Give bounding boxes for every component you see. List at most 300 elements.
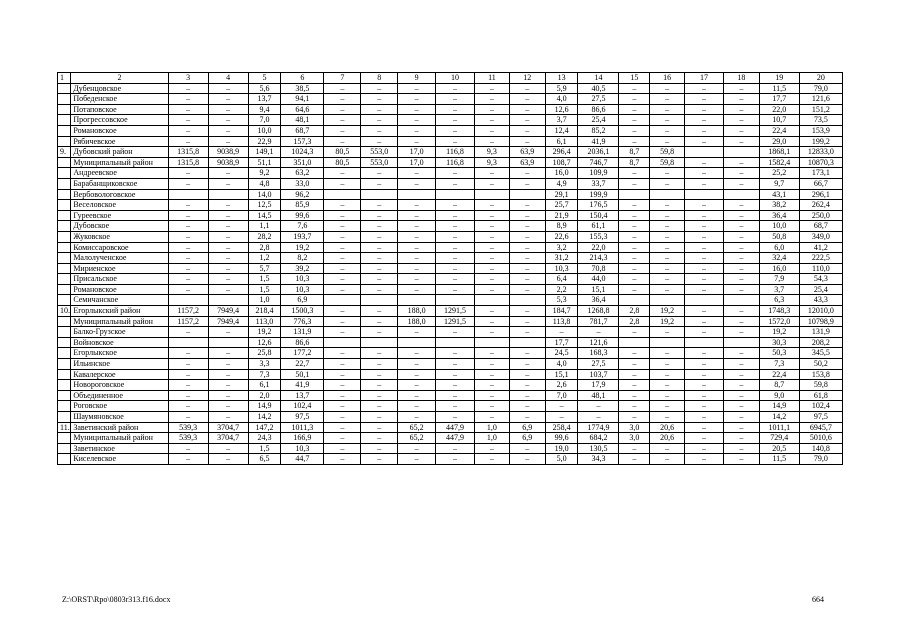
table-cell: 6,4 — [545, 274, 578, 285]
table-cell: 349,0 — [799, 231, 842, 242]
table-cell: 61,1 — [578, 221, 619, 232]
table-cell: 184,7 — [545, 306, 578, 317]
table-cell: – — [619, 263, 650, 274]
table-cell: Объединенное — [71, 390, 168, 401]
table-cell: – — [545, 327, 578, 338]
table-cell: – — [398, 263, 436, 274]
table-cell — [436, 295, 475, 306]
table-cell: – — [685, 454, 724, 465]
table-cell: – — [361, 284, 398, 295]
table-cell: 28,2 — [248, 231, 281, 242]
table-cell: 15,1 — [578, 284, 619, 295]
table-cell: – — [324, 454, 361, 465]
table-cell: – — [361, 221, 398, 232]
table-cell — [324, 189, 361, 200]
table-cell: – — [475, 359, 510, 370]
table-cell: 7,3 — [248, 369, 281, 380]
table-cell: 6,3 — [759, 295, 799, 306]
table-cell: – — [208, 125, 248, 136]
column-header: 16 — [650, 73, 685, 84]
table-cell — [58, 412, 71, 423]
table-cell: 48,1 — [281, 115, 324, 126]
table-cell: – — [398, 327, 436, 338]
table-cell: – — [723, 348, 759, 359]
table-cell: 41,2 — [799, 242, 842, 253]
table-cell: – — [361, 136, 398, 147]
table-cell: 66,7 — [799, 178, 842, 189]
table-cell: 9,3 — [475, 147, 510, 158]
table-cell: – — [208, 348, 248, 359]
table-cell: 345,5 — [799, 348, 842, 359]
table-cell: – — [509, 210, 545, 221]
table-cell: 73,5 — [799, 115, 842, 126]
table-cell: – — [650, 200, 685, 211]
table-cell: – — [619, 327, 650, 338]
table-cell — [58, 168, 71, 179]
table-cell: 25,2 — [759, 168, 799, 179]
table-cell: 1157,2 — [168, 306, 208, 317]
table-cell — [58, 263, 71, 274]
table-cell — [58, 454, 71, 465]
table-cell: – — [208, 359, 248, 370]
table-cell: – — [361, 263, 398, 274]
table-cell: 8,9 — [545, 221, 578, 232]
table-cell — [58, 157, 71, 168]
table-cell: – — [475, 242, 510, 253]
table-cell: – — [509, 200, 545, 211]
table-cell: – — [619, 242, 650, 253]
table-cell: 19,2 — [281, 242, 324, 253]
table-cell: – — [208, 443, 248, 454]
table-cell: – — [168, 284, 208, 295]
table-cell: Дубенцовское — [71, 83, 168, 94]
table-cell: – — [685, 422, 724, 433]
table-cell: – — [398, 104, 436, 115]
table-cell: 3,7 — [759, 284, 799, 295]
table-cell: – — [324, 422, 361, 433]
table-row — [58, 242, 843, 253]
table-cell: 1157,2 — [168, 316, 208, 327]
table-cell: 746,7 — [578, 157, 619, 168]
table-cell: 61,8 — [799, 390, 842, 401]
table-cell: Киселевское — [71, 454, 168, 465]
table-cell: 103,7 — [578, 369, 619, 380]
table-cell: – — [436, 454, 475, 465]
column-header: 6 — [281, 73, 324, 84]
table-cell: Барабанщиковское — [71, 178, 168, 189]
table-cell — [475, 337, 510, 348]
page-number: 664 — [812, 595, 824, 604]
table-cell: – — [168, 443, 208, 454]
table-cell: – — [361, 200, 398, 211]
table-cell: Рябичевское — [71, 136, 168, 147]
table-cell: 6,9 — [509, 433, 545, 444]
column-header: 8 — [361, 73, 398, 84]
table-cell: 151,2 — [799, 104, 842, 115]
table-cell: – — [208, 284, 248, 295]
table-cell: 1500,3 — [281, 306, 324, 317]
table-cell: – — [324, 380, 361, 391]
table-cell: – — [324, 443, 361, 454]
table-cell: – — [361, 178, 398, 189]
table-cell: 31,2 — [545, 253, 578, 264]
table-cell: 12,5 — [248, 200, 281, 211]
table-cell: 63,9 — [509, 157, 545, 168]
table-cell: – — [685, 94, 724, 105]
table-cell: 12010,0 — [799, 306, 842, 317]
table-cell: 38,2 — [759, 200, 799, 211]
column-header: 3 — [168, 73, 208, 84]
table-cell: – — [361, 348, 398, 359]
table-cell: – — [685, 359, 724, 370]
table-cell: 121,6 — [578, 337, 619, 348]
table-cell: – — [361, 125, 398, 136]
table-cell: 1582,4 — [759, 157, 799, 168]
table-cell: – — [545, 401, 578, 412]
table-cell: – — [324, 263, 361, 274]
table-cell: – — [685, 401, 724, 412]
table-cell: – — [685, 348, 724, 359]
table-cell: – — [619, 284, 650, 295]
table-cell: – — [168, 178, 208, 189]
table-row — [58, 422, 843, 433]
table-cell: – — [475, 253, 510, 264]
table-row — [58, 168, 843, 179]
table-cell: 20,5 — [759, 443, 799, 454]
table-cell: – — [475, 454, 510, 465]
table-cell: – — [208, 390, 248, 401]
table-cell: – — [723, 104, 759, 115]
table-cell: 24,5 — [545, 348, 578, 359]
table-cell: 13,7 — [248, 94, 281, 105]
table-cell: – — [723, 136, 759, 147]
table-cell: – — [475, 401, 510, 412]
table-cell — [398, 337, 436, 348]
table-cell: – — [650, 390, 685, 401]
table-cell: Ильинское — [71, 359, 168, 370]
table-cell: – — [619, 454, 650, 465]
table-cell: – — [208, 380, 248, 391]
table-cell: – — [723, 401, 759, 412]
table-cell: – — [509, 443, 545, 454]
table-cell: – — [324, 231, 361, 242]
table-cell: – — [324, 348, 361, 359]
table-cell: 80,5 — [324, 147, 361, 158]
table-cell: 214,3 — [578, 253, 619, 264]
column-header: 7 — [324, 73, 361, 84]
table-cell: 48,1 — [578, 390, 619, 401]
column-header: 12 — [509, 73, 545, 84]
table-cell: 43,3 — [799, 295, 842, 306]
table-cell: 10,0 — [759, 221, 799, 232]
table-cell: – — [509, 263, 545, 274]
table-cell: – — [168, 253, 208, 264]
table-cell: – — [168, 115, 208, 126]
table-cell: – — [436, 125, 475, 136]
table-cell: 262,4 — [799, 200, 842, 211]
table-cell: – — [650, 178, 685, 189]
table-cell: 63,9 — [509, 147, 545, 158]
table-cell: – — [324, 125, 361, 136]
table-row — [58, 115, 843, 126]
table-cell: – — [685, 83, 724, 94]
table-cell: 9,4 — [248, 104, 281, 115]
table-cell: 12,6 — [545, 104, 578, 115]
table-cell: 22,4 — [759, 125, 799, 136]
table-cell: – — [650, 231, 685, 242]
table-cell: – — [509, 242, 545, 253]
table-cell: 50,2 — [799, 359, 842, 370]
table-cell: 176,5 — [578, 200, 619, 211]
table-cell: 1774,9 — [578, 422, 619, 433]
table-cell: 131,9 — [799, 327, 842, 338]
table-cell: 17,7 — [545, 337, 578, 348]
table-cell: 50,3 — [759, 348, 799, 359]
table-cell: – — [509, 115, 545, 126]
table-cell: 199,9 — [578, 189, 619, 200]
table-cell: – — [398, 390, 436, 401]
table-row — [58, 327, 843, 338]
table-cell: Муниципальный район — [71, 316, 168, 327]
table-cell: Заветинское — [71, 443, 168, 454]
table-row — [58, 284, 843, 295]
table-cell — [58, 94, 71, 105]
table-cell: 539,3 — [168, 422, 208, 433]
table-cell: – — [168, 125, 208, 136]
table-cell: – — [324, 115, 361, 126]
table-cell: 79,0 — [799, 454, 842, 465]
table-cell: 2,2 — [545, 284, 578, 295]
table-cell: – — [509, 221, 545, 232]
table-cell: – — [509, 284, 545, 295]
table-cell: – — [509, 231, 545, 242]
table-cell: – — [168, 327, 208, 338]
table-cell: – — [398, 412, 436, 423]
table-cell: – — [168, 390, 208, 401]
table-cell: 2,8 — [619, 316, 650, 327]
table-cell — [58, 125, 71, 136]
table-cell: – — [361, 242, 398, 253]
table-cell: – — [578, 412, 619, 423]
table-cell: 193,7 — [281, 231, 324, 242]
table-cell: 116,8 — [436, 157, 475, 168]
table-cell: Андреевское — [71, 168, 168, 179]
table-cell: – — [723, 284, 759, 295]
table-cell — [324, 337, 361, 348]
table-cell: 99,6 — [281, 210, 324, 221]
table-cell: – — [436, 369, 475, 380]
table-cell — [58, 316, 71, 327]
table-cell: – — [361, 253, 398, 264]
table-cell: 20,6 — [650, 422, 685, 433]
table-cell: – — [723, 115, 759, 126]
table-cell: – — [324, 274, 361, 285]
table-cell: Романовское — [71, 284, 168, 295]
table-cell: – — [324, 412, 361, 423]
table-cell: 1,5 — [248, 443, 281, 454]
table-cell: Романовское — [71, 125, 168, 136]
table-cell: – — [723, 231, 759, 242]
table-cell: 39,2 — [281, 263, 324, 274]
table-cell: 258,4 — [545, 422, 578, 433]
table-cell: – — [398, 359, 436, 370]
table-cell: – — [436, 200, 475, 211]
table-cell: 10,0 — [248, 125, 281, 136]
table-cell: – — [475, 136, 510, 147]
table-cell: – — [650, 221, 685, 232]
table-row — [58, 454, 843, 465]
table-cell — [58, 443, 71, 454]
table-cell: – — [208, 263, 248, 274]
table-cell: – — [324, 104, 361, 115]
table-cell: – — [168, 210, 208, 221]
table-cell: – — [685, 253, 724, 264]
table-cell: 168,3 — [578, 348, 619, 359]
table-cell: 1,1 — [248, 221, 281, 232]
table-row — [58, 433, 843, 444]
table-cell — [58, 200, 71, 211]
table-cell: – — [324, 168, 361, 179]
table-cell: 729,4 — [759, 433, 799, 444]
table-cell: – — [650, 454, 685, 465]
table-cell: – — [619, 94, 650, 105]
table-cell: – — [208, 327, 248, 338]
table-cell: 7,0 — [545, 390, 578, 401]
table-cell: Победенское — [71, 94, 168, 105]
table-cell — [650, 337, 685, 348]
table-cell: – — [398, 242, 436, 253]
table-cell: Веселовское — [71, 200, 168, 211]
table-row — [58, 274, 843, 285]
table-cell: 34,3 — [578, 454, 619, 465]
table-cell: – — [208, 115, 248, 126]
table-cell: – — [509, 401, 545, 412]
table-cell: – — [436, 401, 475, 412]
table-cell: – — [361, 83, 398, 94]
table-cell: 19,2 — [248, 327, 281, 338]
table-cell: 94,1 — [281, 94, 324, 105]
table-cell: 14,9 — [759, 401, 799, 412]
table-cell — [58, 348, 71, 359]
table-cell: – — [723, 168, 759, 179]
table-cell: 11. — [58, 422, 71, 433]
table-cell: – — [723, 263, 759, 274]
table-cell: – — [361, 316, 398, 327]
table-cell: – — [208, 454, 248, 465]
table-cell — [58, 401, 71, 412]
table-cell: 1315,8 — [168, 147, 208, 158]
table-cell: 1315,8 — [168, 157, 208, 168]
table-cell: 4,8 — [248, 178, 281, 189]
table-cell: – — [475, 168, 510, 179]
table-cell: 14,0 — [248, 189, 281, 200]
table-cell — [58, 359, 71, 370]
table-cell: 13,7 — [281, 390, 324, 401]
table-cell: 25,8 — [248, 348, 281, 359]
table-row — [58, 210, 843, 221]
table-cell: – — [685, 231, 724, 242]
table-row — [58, 147, 843, 158]
table-cell: 250,0 — [799, 210, 842, 221]
table-cell: 2,8 — [619, 306, 650, 317]
table-cell: 7949,4 — [208, 306, 248, 317]
table-cell: – — [723, 242, 759, 253]
table-header-row — [58, 73, 843, 84]
table-cell: 6945,7 — [799, 422, 842, 433]
table-cell: – — [723, 94, 759, 105]
table-cell: 8,7 — [619, 157, 650, 168]
table-cell: 17,0 — [398, 157, 436, 168]
table-cell: 8,7 — [759, 380, 799, 391]
table-cell: 36,4 — [578, 295, 619, 306]
table-cell: – — [685, 327, 724, 338]
table-cell: – — [685, 263, 724, 274]
table-row — [58, 178, 843, 189]
table-cell: Шаумяновское — [71, 412, 168, 423]
table-cell: – — [168, 94, 208, 105]
table-cell — [58, 242, 71, 253]
table-cell: 24,3 — [248, 433, 281, 444]
table-cell: – — [509, 306, 545, 317]
table-cell: 68,7 — [799, 221, 842, 232]
table-cell: 80,5 — [324, 157, 361, 168]
table-cell: – — [619, 231, 650, 242]
table-cell: – — [398, 115, 436, 126]
table-row — [58, 200, 843, 211]
column-header: 14 — [578, 73, 619, 84]
table-cell: 113,0 — [248, 316, 281, 327]
table-cell — [436, 337, 475, 348]
table-cell: 22,9 — [248, 136, 281, 147]
table-cell: Мириенское — [71, 263, 168, 274]
table-cell: – — [398, 221, 436, 232]
table-cell: – — [436, 168, 475, 179]
table-cell: – — [545, 412, 578, 423]
table-cell: 1748,3 — [759, 306, 799, 317]
table-cell: 781,7 — [578, 316, 619, 327]
table-cell: Прогрессовское — [71, 115, 168, 126]
table-cell: 19,2 — [650, 306, 685, 317]
table-cell: – — [650, 253, 685, 264]
table-cell: 86,6 — [578, 104, 619, 115]
table-cell: – — [509, 454, 545, 465]
table-cell: 1011,1 — [759, 422, 799, 433]
table-cell: – — [208, 200, 248, 211]
table-cell: 10,3 — [281, 284, 324, 295]
table-cell — [723, 337, 759, 348]
table-cell: – — [208, 136, 248, 147]
table-row — [58, 337, 843, 348]
table-cell: – — [324, 210, 361, 221]
table-cell: 10798,9 — [799, 316, 842, 327]
table-cell: – — [436, 210, 475, 221]
table-cell: – — [723, 412, 759, 423]
table-cell: – — [723, 306, 759, 317]
table-cell: 153,9 — [799, 125, 842, 136]
table-cell: 27,5 — [578, 94, 619, 105]
table-cell: 4,0 — [545, 359, 578, 370]
table-row — [58, 412, 843, 423]
table-cell: 3,3 — [248, 359, 281, 370]
table-row — [58, 390, 843, 401]
table-cell: – — [685, 125, 724, 136]
table-cell: 40,5 — [578, 83, 619, 94]
table-cell: 199,2 — [799, 136, 842, 147]
table-cell — [398, 295, 436, 306]
table-cell: – — [619, 253, 650, 264]
table-cell: 1,0 — [475, 422, 510, 433]
table-cell: Новороговское — [71, 380, 168, 391]
